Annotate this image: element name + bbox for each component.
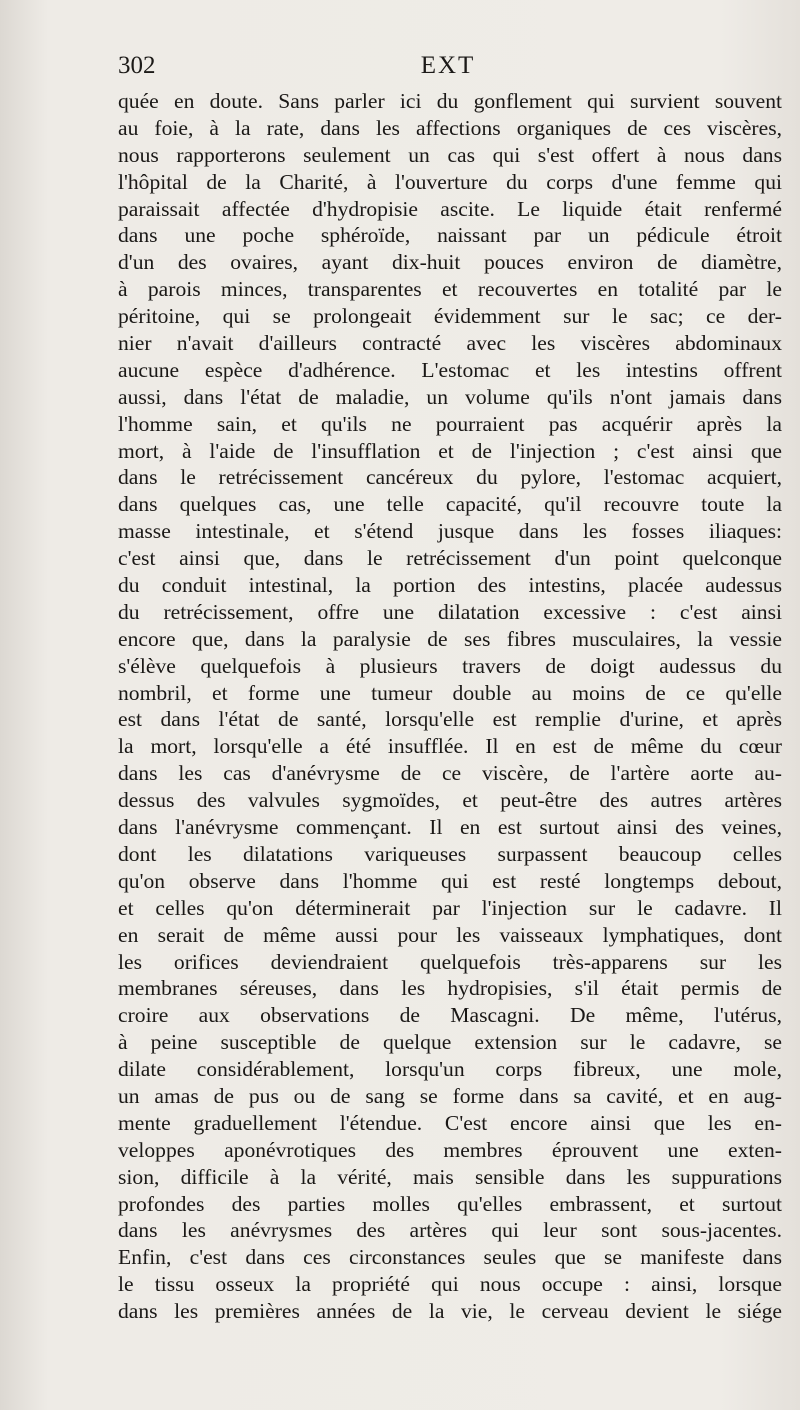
text-line: nous rapporterons seulement un cas qui s'est offert à nous dans	[118, 142, 782, 167]
text-line: dilate considérablement, lorsqu'un corps fibreux, une mole,	[118, 1057, 782, 1082]
text-line: membranes séreuses, dans les hydropisies, s'il était permis de	[118, 976, 782, 1001]
text-line: dans le retrécissement cancéreux du pylore, l'estomac acquiert,	[118, 465, 782, 490]
text-line: encore que, dans la paralysie de ses fibres musculaires, la vessie	[118, 626, 782, 651]
text-line: profondes des parties molles qu'elles embrassent, et surtout	[118, 1191, 782, 1216]
text-line: les orifices deviendraient quelquefois très-apparens sur les	[118, 949, 782, 974]
text-line: croire aux observations de Mascagni. De même, l'utérus,	[118, 1003, 782, 1028]
text-line: dessus des valvules sygmoïdes, et peut-être des autres artères	[118, 788, 782, 813]
text-line: s'élève quelquefois à plusieurs travers de doigt audessus du	[118, 653, 782, 678]
text-line: du conduit intestinal, la portion des intestins, placée audessus	[118, 573, 782, 598]
text-line: dont les dilatations variqueuses surpassent beaucoup celles	[118, 841, 782, 866]
text-line: dans une poche sphéroïde, naissant par un pédicule étroit	[118, 223, 782, 248]
text-line: et celles qu'on déterminerait par l'injection sur le cadavre. Il	[118, 895, 782, 920]
running-head: EXT	[420, 52, 476, 79]
text-line: l'hôpital de la Charité, à l'ouverture du corps d'une femme qui	[118, 169, 782, 194]
text-line: en serait de même aussi pour les vaisseaux lymphatiques, dont	[118, 922, 782, 947]
text-line: quée en doute. Sans parler ici du gonflement qui survient souvent	[118, 89, 782, 113]
text-line: un amas de pus ou de sang se forme dans sa cavité, et en aug-	[118, 1083, 782, 1108]
text-line: qu'on observe dans l'homme qui est resté longtemps debout,	[118, 868, 782, 893]
text-line: dans quelques cas, une telle capacité, qu'il recouvre toute la	[118, 492, 782, 517]
text-line: c'est ainsi que, dans le retrécissement d'un point quelconque	[118, 546, 782, 571]
text-line: à parois minces, transparentes et recouvertes en totalité par le	[118, 277, 782, 302]
body-text	[118, 88, 782, 1325]
text-line: mort, à l'aide de l'insufflation et de l'injection ; c'est ainsi que	[118, 438, 782, 463]
text-line: d'un des ovaires, ayant dix-huit pouces environ de diamètre,	[118, 250, 782, 275]
text-line: péritoine, qui se prolongeait évidemment sur le sac; ce der-	[118, 304, 782, 329]
page-number: 302	[118, 52, 156, 79]
text-line: est dans l'état de santé, lorsqu'elle est remplie d'urine, et après	[118, 707, 782, 732]
text-line: dans les cas d'anévrysme de ce viscère, de l'artère aorte au-	[118, 761, 782, 786]
text-line: nier n'avait d'ailleurs contracté avec les viscères abdominaux	[118, 331, 782, 356]
text-line: nombril, et forme une tumeur double au moins de ce qu'elle	[118, 680, 782, 705]
text-line: dans l'anévrysme commençant. Il en est surtout ainsi des veines,	[118, 815, 782, 840]
text-line: la mort, lorsqu'elle a été insufflée. Il en est de même du cœur	[118, 734, 782, 759]
text-line: dans les premières années de la vie, le cerveau devient le siége	[118, 1299, 782, 1324]
text-line: mente graduellement l'étendue. C'est encore ainsi que les en-	[118, 1110, 782, 1135]
text-line: l'homme sain, et qu'ils ne pourraient pas acquérir après la	[118, 411, 782, 436]
text-line: à peine susceptible de quelque extension sur le cadavre, se	[118, 1030, 782, 1055]
text-line: sion, difficile à la vérité, mais sensible dans les suppurations	[118, 1164, 782, 1189]
text-line: paraissait affectée d'hydropisie ascite. Le liquide était renfermé	[118, 196, 782, 221]
page-header	[118, 52, 778, 86]
text-line: Enfin, c'est dans ces circonstances seules que se manifeste dans	[118, 1245, 782, 1270]
text-line: masse intestinale, et s'étend jusque dans les fosses iliaques:	[118, 519, 782, 544]
text-line: aussi, dans l'état de maladie, un volume qu'ils n'ont jamais dans	[118, 384, 782, 409]
text-line: du retrécissement, offre une dilatation excessive : c'est ainsi	[118, 599, 782, 624]
text-line: au foie, à la rate, dans les affections organiques de ces viscères,	[118, 115, 782, 140]
text-line: veloppes aponévrotiques des membres éprouvent une exten-	[118, 1137, 782, 1162]
text-line: dans les anévrysmes des artères qui leur sont sous-jacentes.	[118, 1218, 782, 1243]
text-line: aucune espèce d'adhérence. L'estomac et les intestins offrent	[118, 357, 782, 382]
text-line: le tissu osseux la propriété qui nous occupe : ainsi, lorsque	[118, 1272, 782, 1297]
